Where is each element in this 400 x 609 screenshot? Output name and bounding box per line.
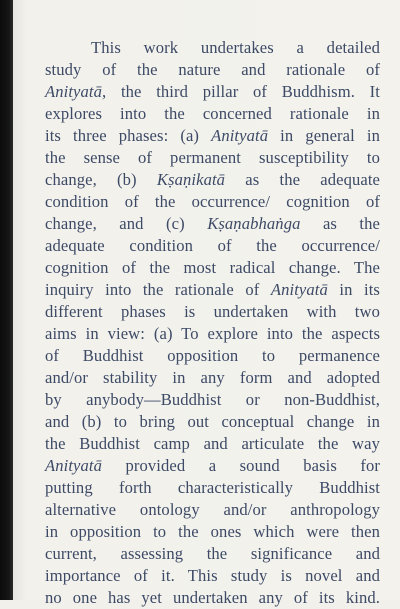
book-spine [0,0,13,600]
text-line [45,125,380,147]
text-run: alternative ontology and/or anthropology [45,500,380,519]
text-run: provided a sound basis for [102,456,380,475]
text-line [45,279,380,301]
text-run: and/or stability in any form and adopted [45,368,380,387]
text-line [45,499,380,521]
text-run: This work undertakes a detailed [91,38,380,57]
text-line [45,587,380,609]
text-line [45,389,380,411]
text-line [45,147,380,169]
italic-term: Anityatā [211,126,269,145]
text-run: explores into the concerned rationale in [45,104,380,123]
text-line [45,411,380,433]
text-line [45,345,380,367]
text-run: adequate condition of the occurrence/ [45,236,380,255]
text-line [45,169,380,191]
text-run: and (b) to bring out conceptual change in [45,412,380,431]
text-run: by anybody—Buddhist or non-Buddhist, [45,390,380,409]
italic-term: Anityatā [45,456,103,475]
text-line [45,455,380,477]
text-run: importance of it. This study is novel and [45,566,380,585]
text-run: the sense of permanent susceptibility to [45,148,380,167]
text-line [45,565,380,587]
text-line [45,103,380,125]
text-run: in opposition to the ones which were then [45,522,380,541]
text-line [45,477,380,499]
text-line [45,81,380,103]
text-run: , the third pillar of Buddhism. It [102,82,380,101]
text-run: aims in view: (a) To explore into the aspects [45,324,380,343]
text-line [45,257,380,279]
text-line [45,235,380,257]
book-page [13,0,400,607]
text-run: change, (b) [45,170,157,189]
text-run: study of the nature and rationale of [45,60,380,79]
text-line [45,367,380,389]
italic-term: Kṣaṇikatā [156,170,226,189]
text-run: inquiry into the rationale of [45,280,271,299]
text-line [45,59,380,81]
text-line [45,301,380,323]
text-line [45,543,380,565]
text-line [45,37,380,59]
text-run: cognition of the most radical change. The [45,258,380,277]
text-run: as the [300,214,381,233]
blurb-paragraph [45,37,380,609]
text-run: change, and (c) [45,214,208,233]
text-run: in its [327,280,380,299]
text-line [45,433,380,455]
italic-term: Anityatā [45,82,103,101]
text-run: condition of the occurrence/ cognition of [45,192,380,211]
text-run: the Buddhist camp and articulate the way [45,434,380,453]
text-run: different phases is undertaken with two [45,302,380,321]
italic-term: Kṣaṇabhaṅga [207,214,301,233]
italic-term: Anityatā [270,280,328,299]
text-run: in general in [268,126,380,145]
text-run: current, assessing the significance and [45,544,380,563]
text-run: of Buddhist opposition to permanence [45,346,380,365]
text-line [45,191,380,213]
text-line [45,323,380,345]
text-run: putting forth characteristically Buddhist [45,478,380,497]
text-run: no one has yet undertaken any of its kind. [45,588,380,607]
text-line [45,213,380,235]
text-run: its three phases: (a) [45,126,212,145]
text-run: as the adequate [225,170,381,189]
text-line [45,521,380,543]
